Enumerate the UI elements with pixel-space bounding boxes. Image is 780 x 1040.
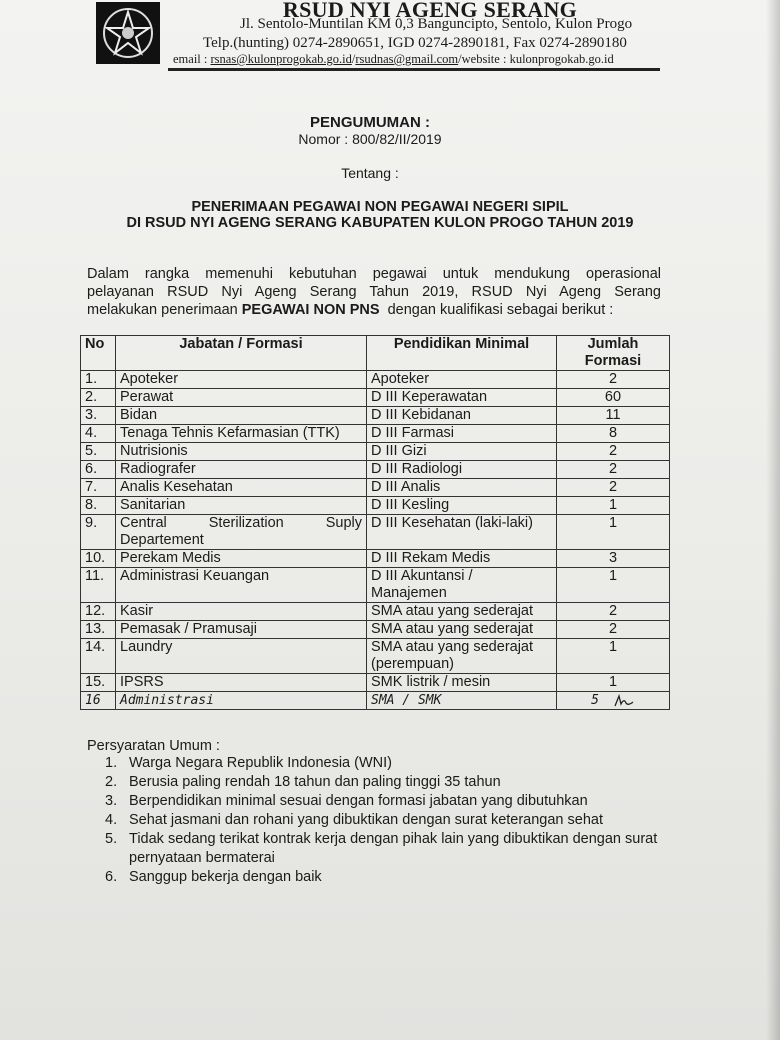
announcement-number: Nomor : 800/82/II/2019: [298, 131, 442, 147]
cell-jabatan: Tenaga Tehnis Kefarmasian (TTK): [116, 425, 367, 443]
item-number: 5.: [105, 831, 118, 847]
cell-pendidikan: SMA atau yang sederajat: [367, 603, 557, 621]
table-row: [81, 550, 670, 568]
list-item: [105, 868, 665, 887]
cell-jumlah: 3: [557, 550, 670, 568]
cell-no: 16: [81, 692, 116, 710]
cell-jumlah: 1: [557, 639, 670, 674]
cell-no: 15.: [81, 674, 116, 692]
cell-pendidikan: D III Kesehatan (laki-laki): [367, 515, 557, 550]
item-text: Berpendidikan minimal sesuai dengan formasi jabatan yang dibutuhkan: [129, 793, 588, 809]
table-row: [81, 621, 670, 639]
cell-no: 13.: [81, 621, 116, 639]
announcement-about: Tentang :: [341, 165, 399, 181]
item-number: 1.: [105, 755, 118, 771]
intro-line: Dalam rangka memenuhi kebutuhan pegawai untuk mendukung operasional: [87, 266, 661, 282]
cell-jumlah: 8: [557, 425, 670, 443]
table-row: [81, 515, 670, 550]
item-number: 6.: [105, 869, 118, 885]
cell-jumlah-value: 5: [591, 693, 599, 708]
item-text: Sehat jasmani dan rohani yang dibuktikan dengan surat keterangan sehat: [129, 812, 603, 828]
cell-jabatan: Administrasi Keuangan: [116, 568, 367, 603]
cell-jabatan: Sanitarian: [116, 497, 367, 515]
item-text: Berusia paling rendah 18 tahun dan paling tinggi 35 tahun: [129, 774, 501, 790]
cell-no: 12.: [81, 603, 116, 621]
website-text: kulonprogokab.go.id: [509, 52, 614, 66]
item-number: 4.: [105, 812, 118, 828]
intro-emphasis: PEGAWAI NON PNS: [241, 302, 380, 318]
institution-phone: Telp.(hunting) 0274-2890651, IGD 0274-2890181, Fax 0274-2890180: [203, 35, 627, 51]
cell-jabatan: Analis Kesehatan: [116, 479, 367, 497]
table-row: [81, 371, 670, 389]
table-row: [81, 443, 670, 461]
cell-jabatan: Radiografer: [116, 461, 367, 479]
list-item: [105, 754, 665, 773]
cell-pendidikan: SMA atau yang sederajat: [367, 621, 557, 639]
announcement-title-line1: PENERIMAAN PEGAWAI NON PEGAWAI NEGERI SIPIL: [191, 199, 569, 215]
email-link-2[interactable]: rsudnas@gmail.com: [355, 52, 459, 66]
cell-jabatan: Administrasi: [116, 692, 367, 710]
intro-text: dengan kualifikasi sebagai berikut :: [379, 302, 614, 318]
header-jumlah: [557, 336, 670, 371]
cell-pendidikan: D III Kebidanan: [367, 407, 557, 425]
cell-jabatan: Bidan: [116, 407, 367, 425]
cell-pendidikan: D III Akuntansi / Manajemen: [367, 568, 557, 603]
intro-text: melakukan penerimaan: [87, 302, 242, 318]
page-edge-shadow: [766, 0, 780, 1040]
cell-no: 2.: [81, 389, 116, 407]
intro-line: pelayanan RSUD Nyi Ageng Serang Tahun 2019, RSUD Nyi Ageng Serang: [87, 284, 661, 300]
cell-no: 8.: [81, 497, 116, 515]
cell-jumlah: 1: [557, 515, 670, 550]
cell-jumlah: 2: [557, 603, 670, 621]
cell-jumlah: 1: [557, 497, 670, 515]
cell-pendidikan: D III Analis: [367, 479, 557, 497]
cell-jabatan: Apoteker: [116, 371, 367, 389]
cell-jabatan: IPSRS: [116, 674, 367, 692]
table-header-row: [81, 336, 670, 371]
header-jumlah-line2: Formasi: [584, 353, 642, 369]
cell-pendidikan: D III Kesling: [367, 497, 557, 515]
table-row: [81, 479, 670, 497]
list-item: [105, 773, 665, 792]
cell-no: 14.: [81, 639, 116, 674]
item-text: Warga Negara Republik Indonesia (WNI): [129, 755, 392, 771]
cell-jabatan: Central Sterilization Suply Departement: [116, 515, 367, 550]
table-row-handwritten: [81, 692, 670, 710]
table-row: [81, 568, 670, 603]
handwritten-initial-icon: [613, 694, 635, 708]
item-number: 3.: [105, 793, 118, 809]
table-row: [81, 425, 670, 443]
email-prefix: email :: [173, 52, 211, 66]
cell-jumlah: 60: [557, 389, 670, 407]
cell-jabatan: Kasir: [116, 603, 367, 621]
intro-line: [87, 301, 661, 319]
table-row: [81, 389, 670, 407]
cell-jumlah: 2: [557, 621, 670, 639]
cell-pendidikan: D III Gizi: [367, 443, 557, 461]
header-jumlah-line1: Jumlah: [587, 336, 639, 352]
table-row: [81, 674, 670, 692]
cell-jumlah: 1: [557, 568, 670, 603]
formation-table: [80, 335, 670, 710]
cell-no: 7.: [81, 479, 116, 497]
hospital-logo-icon: [96, 2, 160, 64]
cell-pendidikan: SMA / SMK: [367, 692, 557, 710]
cell-jumlah: 2: [557, 461, 670, 479]
announcement-heading: PENGUMUMAN :: [310, 114, 430, 131]
cell-pendidikan: D III Keperawatan: [367, 389, 557, 407]
cell-pendidikan: Apoteker: [367, 371, 557, 389]
email-separator: /: [351, 52, 356, 66]
table-row: [81, 639, 670, 674]
cell-no: 11.: [81, 568, 116, 603]
header-no: No: [81, 336, 116, 371]
letterhead-divider: [168, 68, 660, 71]
requirements-list: [105, 754, 665, 887]
cell-jabatan: Laundry: [116, 639, 367, 674]
cell-no: 1.: [81, 371, 116, 389]
cell-jabatan: Pemasak / Pramusaji: [116, 621, 367, 639]
item-number: 2.: [105, 774, 118, 790]
table-row: [81, 497, 670, 515]
cell-no: 10.: [81, 550, 116, 568]
cell-jabatan: Perawat: [116, 389, 367, 407]
announcement-title-line2: DI RSUD NYI AGENG SERANG KABUPATEN KULON PROGO TAHUN 2019: [126, 215, 634, 231]
cell-jumlah: 2: [557, 479, 670, 497]
cell-pendidikan: D III Radiologi: [367, 461, 557, 479]
cell-jumlah: [557, 692, 670, 710]
header-pendidikan: Pendidikan Minimal: [367, 336, 557, 371]
institution-name: RSUD NYI AGENG SERANG: [282, 0, 578, 22]
cell-pendidikan: SMK listrik / mesin: [367, 674, 557, 692]
table-row: [81, 603, 670, 621]
institution-contact: [173, 52, 614, 67]
requirements-title: Persyaratan Umum :: [87, 738, 220, 754]
item-text: Sanggup bekerja dengan baik: [129, 869, 322, 885]
list-item: [105, 830, 665, 868]
cell-no: 6.: [81, 461, 116, 479]
cell-pendidikan: D III Farmasi: [367, 425, 557, 443]
website-label: /website :: [458, 52, 510, 66]
cell-no: 3.: [81, 407, 116, 425]
cell-jabatan: Nutrisionis: [116, 443, 367, 461]
table-row: [81, 461, 670, 479]
cell-jumlah: 2: [557, 443, 670, 461]
email-link-1[interactable]: rsnas@kulonprogokab.go.id: [210, 52, 352, 66]
cell-jumlah: 1: [557, 674, 670, 692]
cell-pendidikan: SMA atau yang sederajat (perempuan): [367, 639, 557, 674]
cell-pendidikan: D III Rekam Medis: [367, 550, 557, 568]
cell-no: 5.: [81, 443, 116, 461]
cell-jabatan: Perekam Medis: [116, 550, 367, 568]
cell-no: 4.: [81, 425, 116, 443]
cell-jumlah: 11: [557, 407, 670, 425]
list-item: [105, 811, 665, 830]
institution-address: Jl. Sentolo-Muntilan KM 0,3 Banguncipto, Sentolo, Kulon Progo: [240, 16, 633, 32]
intro-paragraph: [87, 265, 661, 319]
header-jabatan: Jabatan / Formasi: [116, 336, 367, 371]
item-text: Tidak sedang terikat kontrak kerja dengan pihak lain yang dibuktikan dengan surat pernyataan bermaterai: [129, 831, 658, 866]
list-item: [105, 792, 665, 811]
table-row: [81, 407, 670, 425]
cell-no: 9.: [81, 515, 116, 550]
cell-jumlah: 2: [557, 371, 670, 389]
